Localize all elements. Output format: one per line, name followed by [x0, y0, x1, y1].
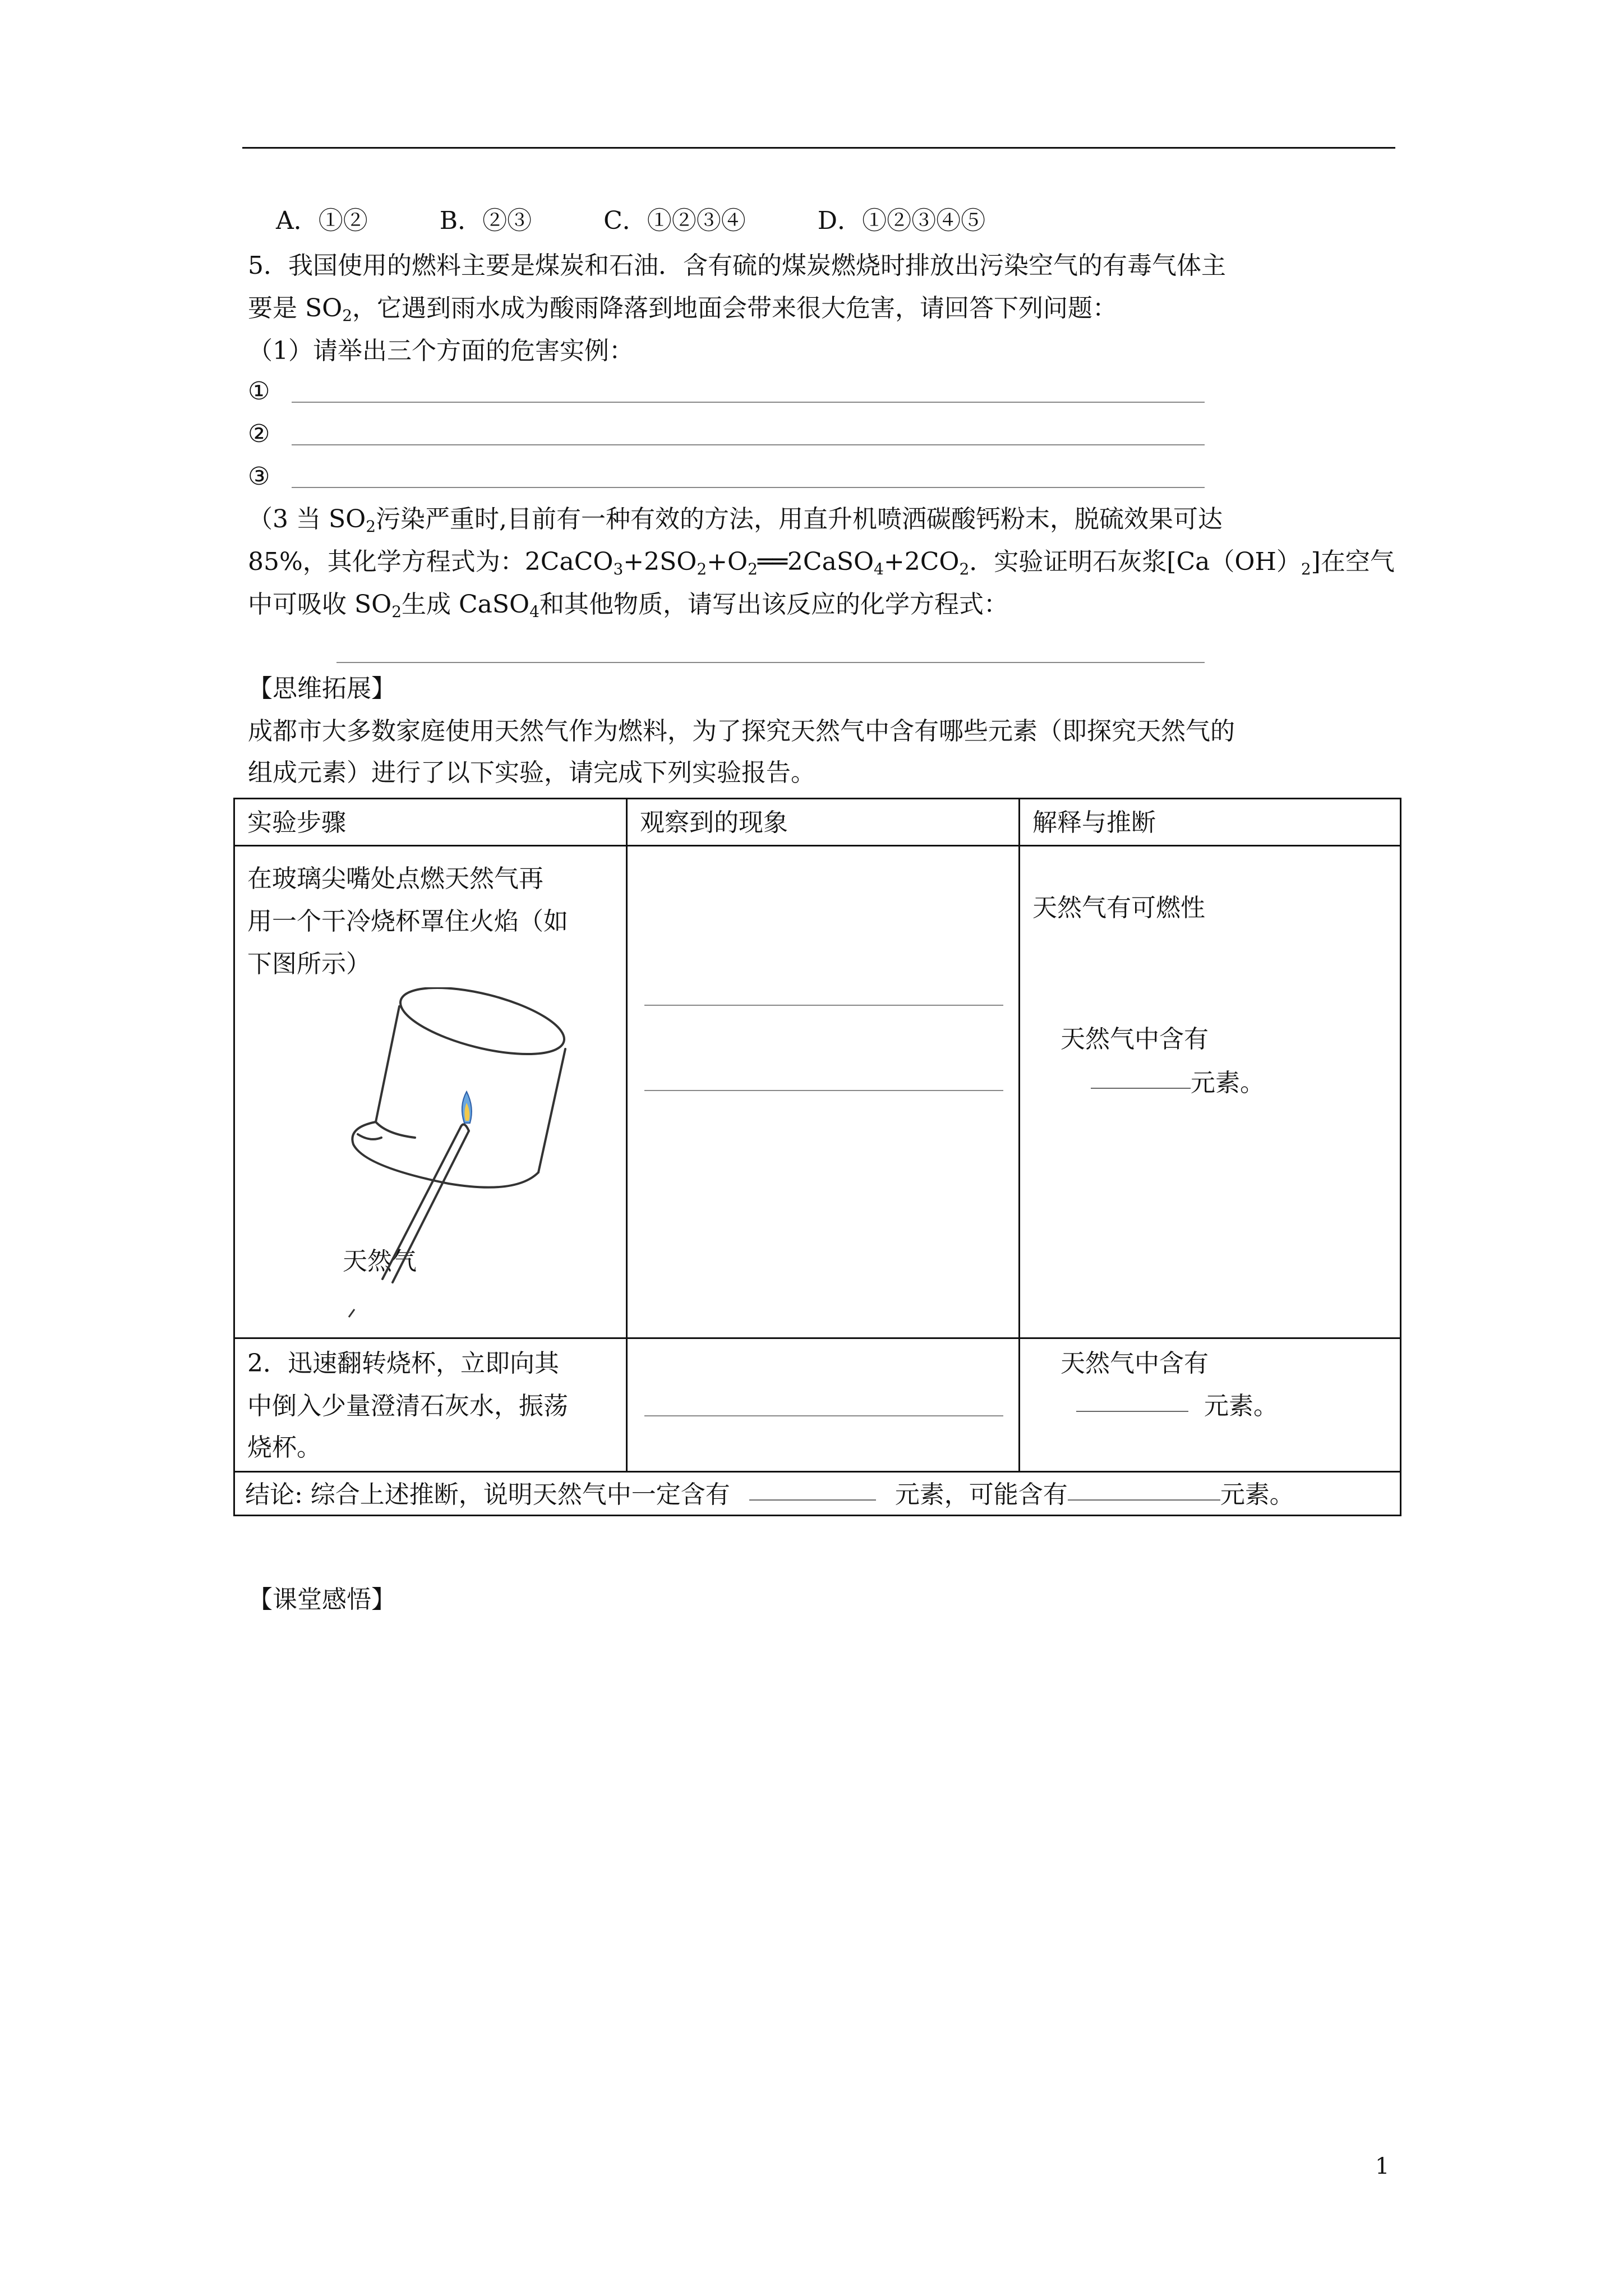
- explain1-element-line: 元素。: [1091, 1071, 1265, 1096]
- header-cell-observation: 观察到的现象: [627, 799, 1020, 846]
- header-rule: [242, 147, 1395, 149]
- classroom-heading: 【课堂感悟】: [248, 1585, 396, 1614]
- explanation-cell-1: [1020, 846, 1401, 1338]
- conclusion-blank-possible[interactable]: [1068, 1483, 1220, 1501]
- explain2-contains: 天然气中含有: [1061, 1349, 1209, 1378]
- page-number: 1: [1375, 2154, 1390, 2179]
- answer-blank-1[interactable]: [292, 402, 1205, 403]
- element-blank-1[interactable]: [1091, 1071, 1191, 1089]
- conclusion-text: 结论: 综合上述推断，说明天然气中一定含有 元素，可能含有 元素。: [245, 1480, 1294, 1509]
- explain1-contains: 天然气中含有: [1061, 1025, 1209, 1053]
- options-line: [276, 206, 986, 235]
- step1-line1: 在玻璃尖嘴处点燃天然气再: [247, 864, 543, 893]
- table-row: [234, 1338, 1401, 1472]
- q5-line2: 要是 $SO_2$，它遇到雨水成为酸雨降落到地面会带来很大危害，请回答下列问题：: [248, 294, 1118, 325]
- figure-label: 天然气: [343, 1247, 417, 1276]
- step1-line2: 用一个干冷烧杯罩住火焰（如: [247, 907, 568, 936]
- thinking-heading: 【思维拓展】: [248, 674, 396, 703]
- observation-blank-1b[interactable]: [644, 1090, 1003, 1091]
- answer-blank-2[interactable]: [292, 444, 1205, 445]
- beaker-flame-illustration: [314, 987, 583, 1324]
- conclusion-row: [234, 1472, 1401, 1516]
- equation-answer-blank[interactable]: [336, 662, 1205, 663]
- answer-mark-2: ②: [248, 420, 270, 448]
- observation-cell-1: [627, 846, 1020, 1338]
- q5-sub3: （3 当 $SO_2$污染严重时,目前有一种有效的方法，用直升机喷洒碳酸钙粉末，脱硫效果可达: [248, 505, 1223, 536]
- option-c: C．①②③④: [603, 206, 746, 235]
- element-blank-2[interactable]: [1076, 1394, 1188, 1412]
- explain1-flammable: 天然气有可燃性: [1032, 894, 1205, 922]
- answer-mark-3: ③: [248, 462, 270, 491]
- explanation-cell-2: [1020, 1338, 1401, 1472]
- option-a: A．①②: [276, 206, 368, 235]
- q5-line1: 5．我国使用的燃料主要是煤炭和石油．含有硫的煤炭燃烧时排放出污染空气的有毒气体主: [248, 251, 1226, 280]
- answer-mark-1: ①: [248, 377, 270, 406]
- table-header-row: [234, 799, 1401, 846]
- thinking-intro-2: 组成元素）进行了以下实验，请完成下列实验报告。: [248, 758, 815, 787]
- step1-line3: 下图所示）: [247, 950, 371, 978]
- q5-last-line: 中可吸收 $SO_2$生成 CaSO$_4$和其他物质，请写出该反应的化学方程式：: [248, 590, 1008, 621]
- option-b: B．②③: [439, 206, 532, 235]
- conclusion-blank-definite[interactable]: [749, 1483, 876, 1501]
- conclusion-cell: [234, 1472, 1401, 1516]
- step2-line1: 2．迅速翻转烧杯，立即向其: [247, 1349, 559, 1378]
- observation-blank-2[interactable]: [644, 1415, 1003, 1416]
- q5-sub1: （1）请举出三个方面的危害实例：: [248, 337, 634, 365]
- answer-blank-3[interactable]: [292, 487, 1205, 488]
- q5-equation-line: 85%，其化学方程式为：$2CaCO_3+2SO_2+O_2══2CaSO_4+2CO_2$．实验证明石灰浆$[Ca(OH)_2]$在空气: [248, 547, 1395, 578]
- header-cell-explanation: 解释与推断: [1020, 799, 1401, 846]
- observation-cell-2: [627, 1338, 1020, 1472]
- step2-line3: 烧杯。: [247, 1433, 321, 1462]
- option-d: D．①②③④⑤: [817, 206, 986, 235]
- thinking-intro-1: 成都市大多数家庭使用天然气作为燃料，为了探究天然气中含有哪些元素（即探究天然气的: [248, 717, 1235, 746]
- step2-line2: 中倒入少量澄清石灰水，振荡: [247, 1392, 568, 1420]
- step-cell-2: [234, 1338, 627, 1472]
- observation-blank-1a[interactable]: [644, 1005, 1003, 1006]
- header-cell-step: 实验步骤: [234, 799, 627, 846]
- explain2-element-line: 元素。: [1076, 1394, 1278, 1419]
